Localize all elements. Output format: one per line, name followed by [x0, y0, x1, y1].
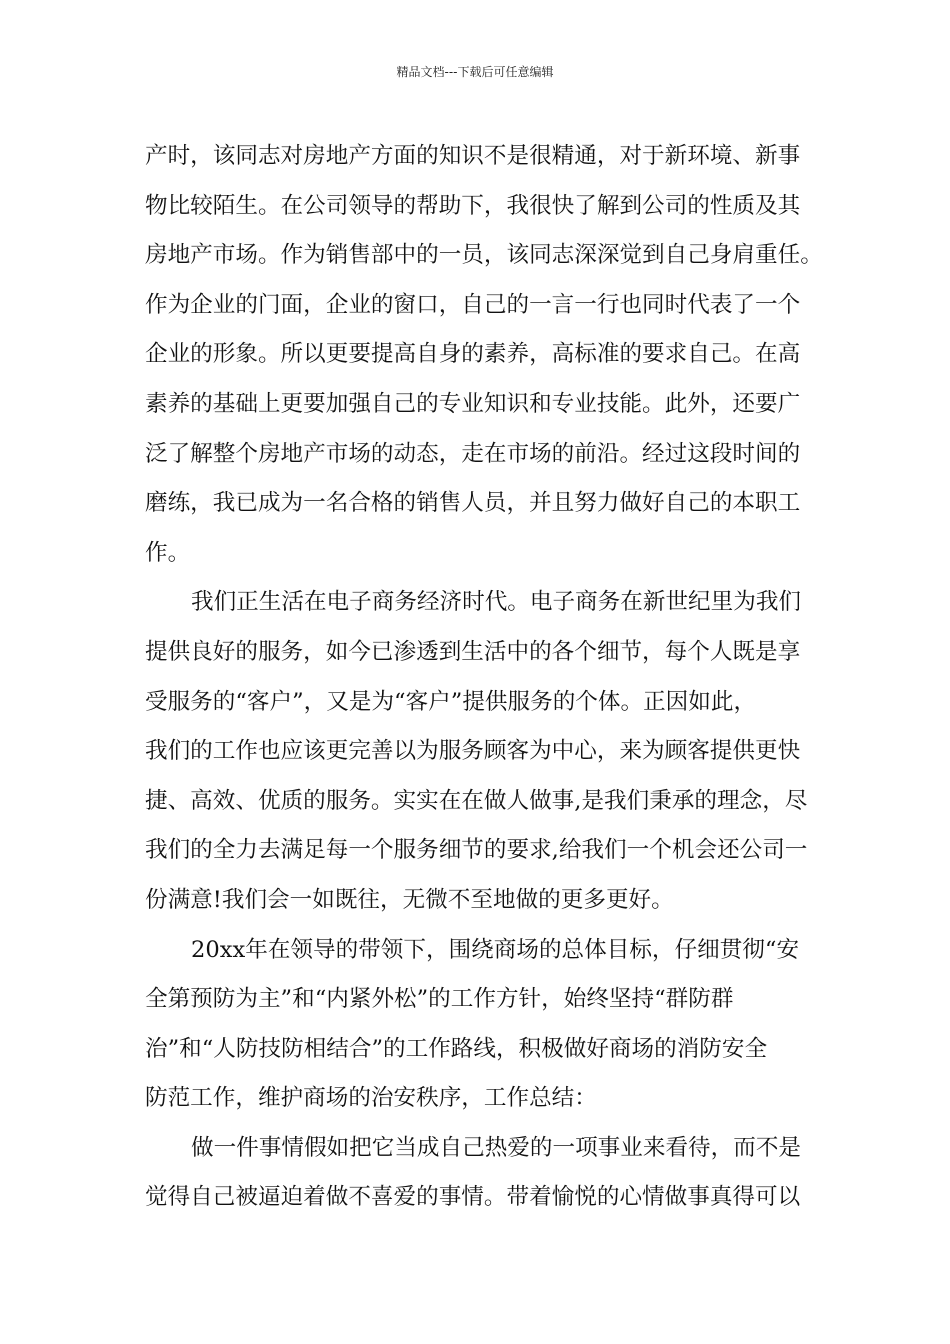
paragraph-1-line-6: 素养的基础上更要加强自己的专业知识和专业技能。此外，还要广 [145, 390, 801, 417]
paragraph-2-line-6: 我们的全力去满足每一个服务细节的要求,给我们一个机会还公司一 [145, 837, 808, 864]
paragraph-2-line-1: 我们正生活在电子商务经济时代。电子商务在新世纪里为我们 [191, 589, 802, 616]
paragraph-1-line-2: 物比较陌生。在公司领导的帮助下，我很快了解到公司的性质及其 [145, 192, 801, 219]
paragraph-2-line-5: 捷、高效、优质的服务。实实在在做人做事,是我们秉承的理念，尽 [145, 787, 808, 814]
paragraph-4-line-1: 做一件事情假如把它当成自己热爱的一项事业来看待，而不是 [191, 1134, 802, 1161]
paragraph-1-line-4: 作为企业的门面，企业的窗口，自己的一言一行也同时代表了一个 [145, 291, 801, 318]
paragraph-1-line-9: 作。 [145, 539, 191, 566]
paragraph-2-line-4: 我们的工作也应该更完善以为服务顾客为中心，来为顾客提供更快 [145, 738, 801, 765]
paragraph-3-line-3: 治”和“人防技防相结合”的工作路线，积极做好商场的消防安全 [145, 1035, 768, 1062]
paragraph-2-line-3: 受服务的“客户”，又是为“客户”提供服务的个体。正因如此， [145, 688, 757, 715]
paragraph-2-line-2: 提供良好的服务，如今已渗透到生活中的各个细节，每个人既是享 [145, 638, 801, 665]
paragraph-2-line-7: 份满意!我们会一如既往，无微不至地做的更多更好。 [145, 886, 674, 913]
page-header: 精品文档---下载后可任意编辑 [396, 65, 554, 79]
document-body [145, 132, 825, 1223]
paragraph-1-line-5: 企业的形象。所以更要提高自身的素养，高标准的要求自己。在高 [145, 341, 801, 368]
paragraph-3-line-1: 20xx年在领导的带领下，围绕商场的总体目标，仔细贯彻“安 [191, 936, 800, 963]
paragraph-1-line-3: 房地产市场。作为销售部中的一员，该同志深深觉到自己身肩重任。 [145, 242, 823, 269]
paragraph-3-line-2: 全第预防为主”和“内紧外松”的工作方针，始终坚持“群防群 [145, 986, 734, 1013]
paragraph-4-line-2: 觉得自己被逼迫着做不喜爱的事情。带着愉悦的心情做事真得可以 [145, 1184, 801, 1211]
paragraph-3-line-4: 防范工作，维护商场的治安秩序，工作总结： [145, 1085, 597, 1112]
paragraph-1-line-7: 泛了解整个房地产市场的动态，走在市场的前沿。经过这段时间的 [145, 440, 801, 467]
paragraph-1-line-8: 磨练，我已成为一名合格的销售人员，并且努力做好自己的本职工 [145, 490, 801, 517]
paragraph-1-line-1: 产时，该同志对房地产方面的知识不是很精通，对于新环境、新事 [145, 143, 801, 169]
